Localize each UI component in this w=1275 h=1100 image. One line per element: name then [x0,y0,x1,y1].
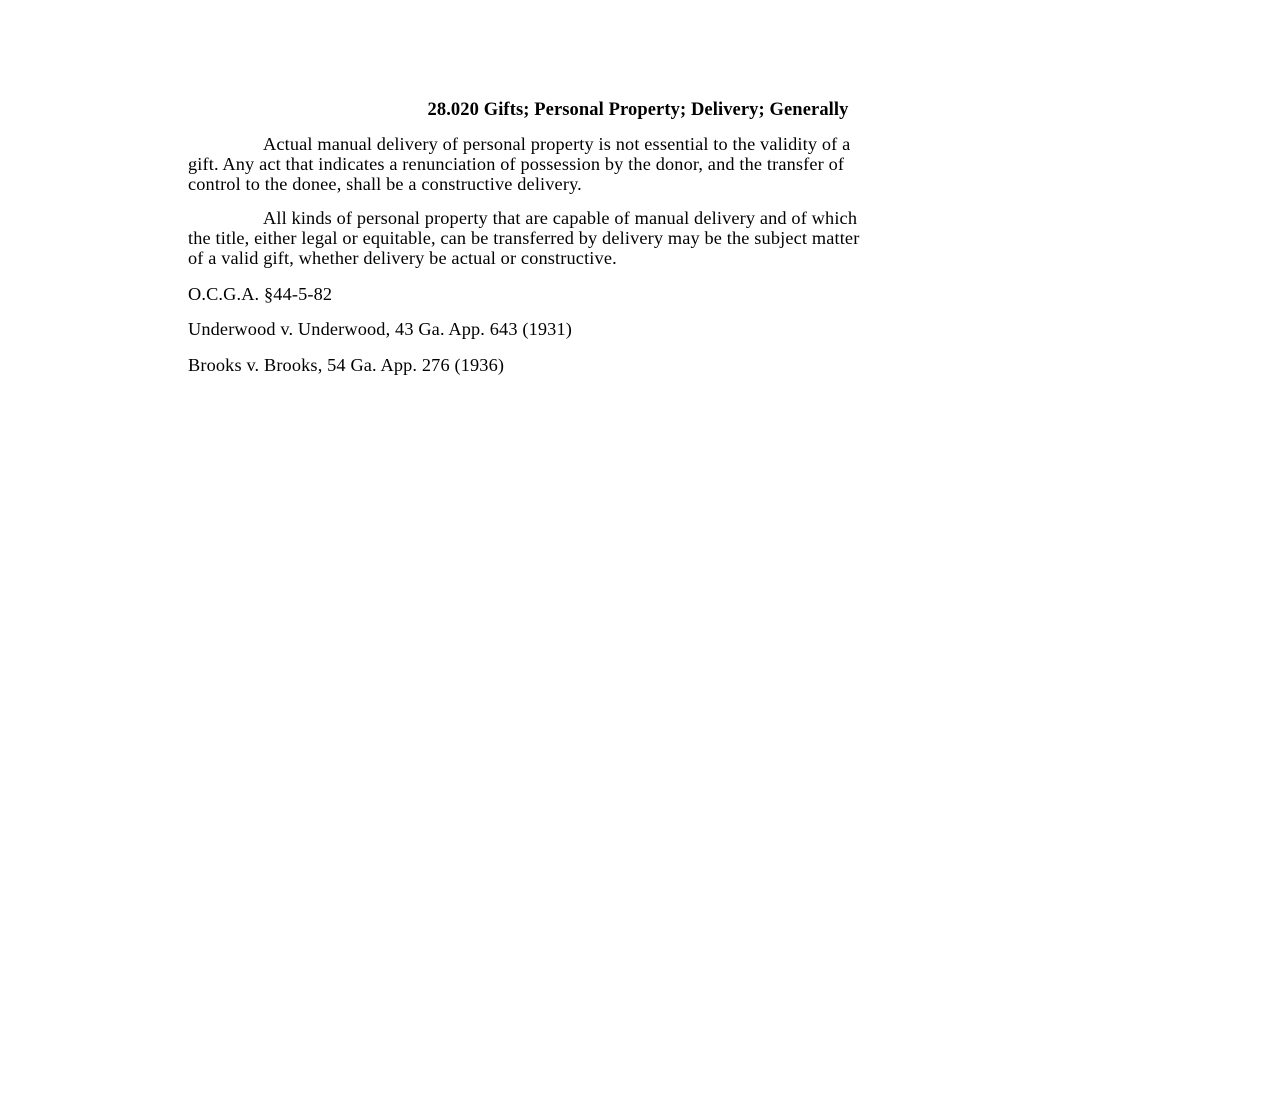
paragraph-1-line-2: gift. Any act that indicates a renunciation of possession by the donor, and the transfer of [188,153,845,174]
paragraph-2-line-3: of a valid gift, whether delivery be actual or constructive. [188,247,617,268]
citation-case-brooks: Brooks v. Brooks, 54 Ga. App. 276 (1936) [188,354,505,375]
citation-statute: O.C.G.A. §44-5-82 [188,283,333,304]
document-page [188,99,1088,390]
paragraph-2-line-2: the title, either legal or equitable, can be transferred by delivery may be the subject matter [188,228,860,249]
paragraph-2 [188,209,1088,268]
paragraph-2-line-1: All kinds of personal property that are capable of manual delivery and of which [263,208,858,229]
citation-case-underwood: Underwood v. Underwood, 43 Ga. App. 643 (1931) [188,319,572,340]
paragraph-1 [188,135,1088,194]
paragraph-1-line-1: Actual manual delivery of personal property is not essential to the validity of a [263,134,851,154]
paragraph-1-line-3: control to the donee, shall be a constructive delivery. [188,173,582,194]
page-title: 28.020 Gifts; Personal Property; Delivery; Generally [427,100,849,120]
